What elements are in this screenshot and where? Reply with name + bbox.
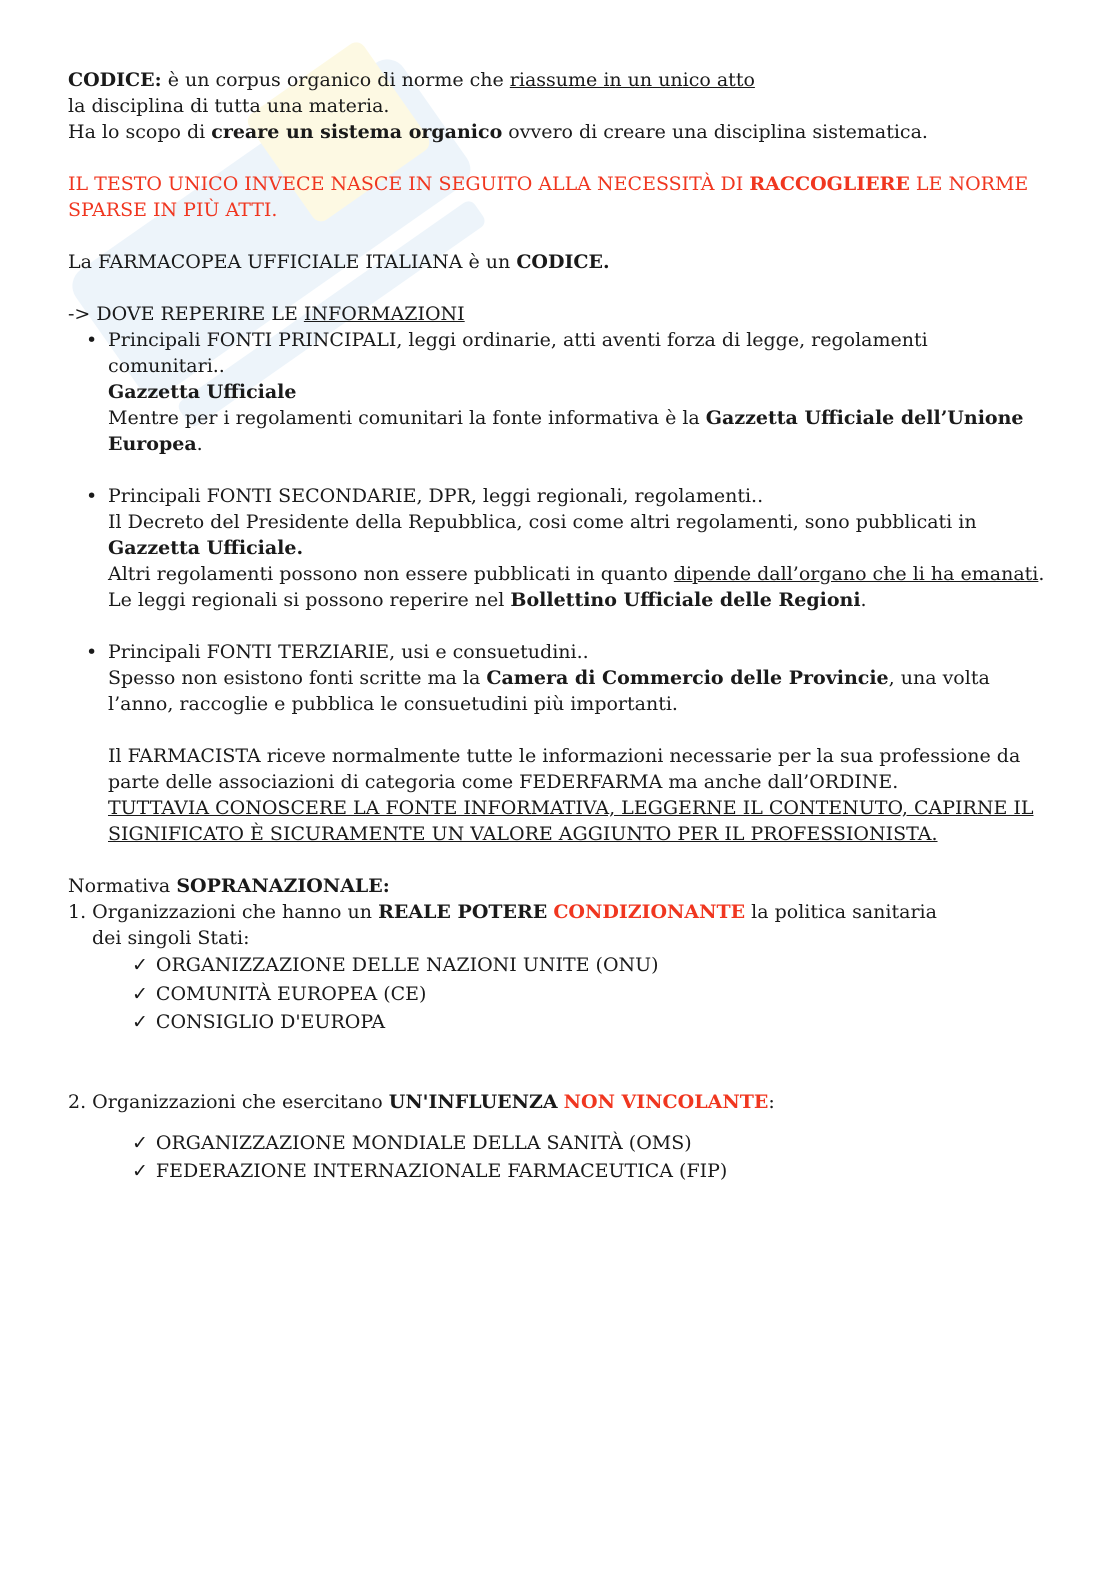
testo-unico-paragraph: IL TESTO UNICO INVECE NASCE IN SEGUITO ALLA NECESSITÀ DI RACCOGLIERE LE NORME SPARSE IN PIÙ ATTI. <box>68 173 1029 221</box>
tuttavia-paragraph: TUTTAVIA CONOSCERE LA FONTE INFORMATIVA, LEGGERNE IL CONTENUTO, CAPIRNE IL SIGNIFICATO È SICURAMENTE UN VALORE AGGIUNTO PER IL PROFESSIONISTA. <box>108 797 1034 845</box>
check-icon: ✓ <box>132 1131 148 1154</box>
item2-checklist <box>68 1129 1048 1186</box>
document-page <box>68 67 1048 1186</box>
item2-line: 2. Organizzazioni che esercitano UN'INFLUENZA NON VINCOLANTE: <box>68 1090 775 1113</box>
farmacopea-line: La FARMACOPEA UFFICIALE ITALIANA è un CODICE. <box>68 251 610 273</box>
codice-label: CODICE: <box>68 69 162 91</box>
check-icon: ✓ <box>132 1160 148 1182</box>
fonti-principali-item: • Principali FONTI PRINCIPALI, leggi ordinarie, atti aventi forza di legge, regolamenti comunitari.. Gazzetta Ufficiale Mentre per i regolamenti comunitari la fonte informativa è la Gazzetta Ufficiale dell’Unione Europea. <box>68 327 1048 483</box>
check-icon: ✓ <box>132 954 148 976</box>
check-item: ✓ ORGANIZZAZIONE DELLE NAZIONI UNITE (ONU) <box>132 954 659 976</box>
item1-line-2: dei singoli Stati: <box>92 927 250 949</box>
codice-line-1: CODICE: è un corpus organico di norme che riassume in un unico atto <box>68 69 755 91</box>
sopranazionale-heading: Normativa SOPRANAZIONALE: <box>68 875 390 897</box>
item1-checklist <box>68 951 1048 1037</box>
dove-reperire-heading: -> DOVE REPERIRE LE INFORMAZIONI <box>68 303 465 325</box>
check-item: ✓ ORGANIZZAZIONE MONDIALE DELLA SANITÀ (OMS) <box>132 1131 692 1154</box>
check-item: ✓ FEDERAZIONE INTERNAZIONALE FARMACEUTICA (FIP) <box>132 1160 728 1182</box>
fonti-list <box>68 327 1048 847</box>
check-icon: ✓ <box>132 1011 148 1033</box>
fonti-terziarie-item: • Principali FONTI TERZIARIE, usi e consuetudini.. Spesso non esistono fonti scritte ma la Camera di Commercio delle Provincie, una volta l’anno, raccoglie e pubblica le consuetudini più importanti. Il FARMACISTA riceve normalmente tutte le informazioni necessarie per la sua professione da parte delle associazioni di categoria come FEDERFARMA ma anche dall’ORDINE. TUTTAVIA CONOSCERE LA FONTE INFORMATIVA, LEGGERNE IL CONTENUTO, CAPIRNE IL SIGNIFICATO È SICURAMENTE UN VALORE AGGIUNTO PER IL PROFESSIONISTA. <box>68 639 1048 847</box>
codice-line-2: la disciplina di tutta una materia. <box>68 95 390 117</box>
check-item: ✓ COMUNITÀ EUROPEA (CE) <box>132 982 427 1005</box>
check-icon: ✓ <box>132 982 148 1005</box>
item1-line: 1. Organizzazioni che hanno un REALE POTERE CONDIZIONANTE la politica sanitaria <box>68 901 937 923</box>
farmacista-paragraph: Il FARMACISTA riceve normalmente tutte le informazioni necessarie per la sua professione da parte delle associazioni di categoria come FEDERFARMA ma anche dall’ORDINE. <box>108 745 1021 793</box>
check-item: ✓ CONSIGLIO D'EUROPA <box>132 1011 386 1033</box>
codice-line-3: Ha lo scopo di creare un sistema organico ovvero di creare una disciplina sistematica. <box>68 121 928 143</box>
fonti-secondarie-item: • Principali FONTI SECONDARIE, DPR, leggi regionali, regolamenti.. Il Decreto del Presidente della Repubblica, cosi come altri regolamenti, sono pubblicati in Gazzetta Ufficiale. Altri regolamenti possono non essere pubblicati in quanto dipende dall’organo che li ha emanati. Le leggi regionali si possono reperire nel Bollettino Ufficiale delle Regioni. <box>68 483 1048 639</box>
